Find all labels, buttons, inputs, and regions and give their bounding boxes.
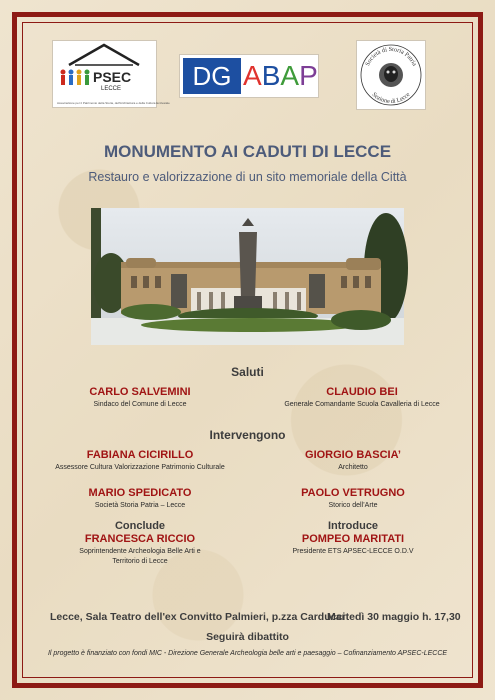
person-name: FRANCESCA RICCIO xyxy=(84,533,196,545)
person-role: Generale Comandante Scuola Cavalleria di Lecce xyxy=(284,401,440,408)
event-venue: Lecce, Sala Teatro dell'ex Convitto Palmieri, p.zza Carducci xyxy=(50,611,346,623)
person-role: Società Storia Patria – Lecce xyxy=(94,502,186,509)
page-title: MONUMENTO AI CADUTI DI LECCE xyxy=(103,142,392,161)
person-role: Presidente ETS APSEC-LECCE O.D.V xyxy=(292,548,414,555)
inner-frame xyxy=(22,22,473,678)
logo-row xyxy=(0,40,495,110)
intervengono-person-3 xyxy=(60,487,220,511)
intervengono-person-4 xyxy=(278,487,428,511)
seal-emblem-icon xyxy=(357,41,425,109)
person-name: GIORGIO BASCIA’ xyxy=(305,449,401,461)
saluti-heading: Saluti xyxy=(231,365,264,379)
intervengono-person-1 xyxy=(40,449,240,473)
apsec-tagline: Associazione per il Patrimonio della Storia, dell'Architettura e della Cultura Ecclesiale xyxy=(57,101,170,105)
dgabap-letter-p: P xyxy=(299,60,318,91)
dgabap-letter-a1: A xyxy=(243,60,262,91)
introduce-block xyxy=(258,520,448,557)
person-name: FABIANA CICIRILLO xyxy=(86,449,194,461)
seal-bottom-text: Sezione di Lecce xyxy=(370,91,412,106)
person-name: CLAUDIO BEI xyxy=(326,386,398,398)
intervengono-heading: Intervengono xyxy=(209,428,286,442)
dgabap-letter-b: B xyxy=(261,60,281,91)
storia-patria-seal xyxy=(356,40,426,110)
person-name: CARLO SALVEMINI xyxy=(89,386,191,398)
person-role-line-1: Soprintendente Archeologia Belle Arti e xyxy=(79,548,201,555)
person-role: Sindaco del Comune di Lecce xyxy=(93,401,187,408)
conclude-block xyxy=(50,520,230,567)
person-name: PAOLO VETRUGNO xyxy=(301,487,405,499)
dgabap-dg-block: DG xyxy=(183,58,241,94)
introduce-heading: Introduce xyxy=(327,520,379,532)
page-subtitle: Restauro e valorizzazione di un sito memoriale della Città xyxy=(88,170,407,184)
monument-photo xyxy=(91,208,404,345)
seal-top-text: Società di Storia Patria xyxy=(364,45,418,68)
saluti-person-1 xyxy=(50,386,230,410)
event-date: Martedì 30 maggio h. 17,30 xyxy=(327,611,461,623)
apsec-brand-text: PSEC xyxy=(93,69,132,85)
person-name: MARIO SPEDICATO xyxy=(88,487,192,499)
svg-text:Sezione di Lecce xyxy=(371,91,412,105)
person-role: Storico dell’Arte xyxy=(328,502,378,509)
conclude-heading: Conclude xyxy=(114,520,166,532)
people-figures-icon xyxy=(57,69,97,89)
person-role-line-2: Territorio di Lecce xyxy=(112,558,168,565)
person-role: Assessore Cultura Valorizzazione Patrimonio Culturale xyxy=(55,464,225,471)
intervengono-person-2 xyxy=(278,449,428,473)
apsec-logo xyxy=(52,40,170,108)
apsec-sub-text: LECCE xyxy=(101,86,122,92)
dgabap-letters xyxy=(243,55,318,97)
debate-note: Seguirà dibattito xyxy=(206,631,289,643)
dgabap-letter-a2: A xyxy=(280,60,300,91)
saluti-person-2 xyxy=(262,386,462,410)
person-name: POMPEO MARITATI xyxy=(301,533,405,545)
person-role: Architetto xyxy=(338,464,368,471)
funding-footnote: Il progetto è finanziato con fondi MIC - Direzione Generale Archeologia belle arti e paesaggio – Cofinanziamento APSEC-LECCE xyxy=(47,650,448,657)
dgabap-logo xyxy=(179,54,319,98)
